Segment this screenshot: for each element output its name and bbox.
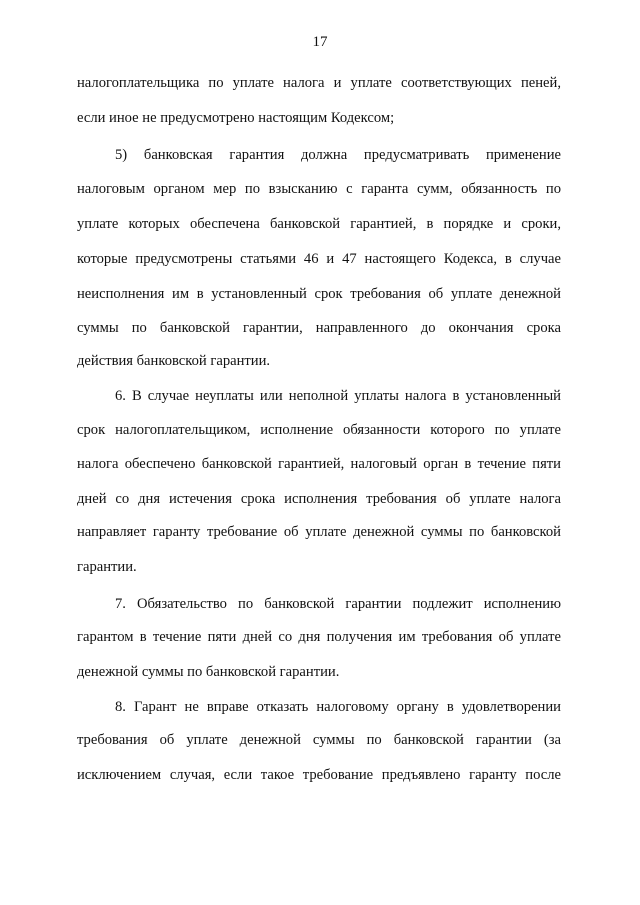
paragraph-line: уплате которых обеспечена банковской гарантией, в порядке и сроки, xyxy=(77,216,561,232)
paragraph-line: требования об уплате денежной суммы по банковской гарантии (за xyxy=(77,732,561,748)
paragraph-line: направляет гаранту требование об уплате денежной суммы по банковской xyxy=(77,524,561,540)
paragraph-line: денежной суммы по банковской гарантии. xyxy=(77,664,340,680)
paragraph-line: дней со дня истечения срока исполнения требования об уплате налога xyxy=(77,491,561,507)
paragraph-line: 7. Обязательство по банковской гарантии подлежит исполнению xyxy=(115,596,561,612)
paragraph-line: действия банковской гарантии. xyxy=(77,353,271,369)
paragraph-line: гарантии. xyxy=(77,559,137,575)
paragraph-line: налоговым органом мер по взысканию с гаранта сумм, обязанность по xyxy=(77,181,561,197)
paragraph-line: налога обеспечено банковской гарантией, налоговый орган в течение пяти xyxy=(77,456,561,472)
paragraph-line: срок налогоплательщиком, исполнение обязанности которого по уплате xyxy=(77,422,561,438)
page-number: 17 xyxy=(312,34,328,50)
paragraph-line: которые предусмотрены статьями 46 и 47 настоящего Кодекса, в случае xyxy=(77,251,561,267)
paragraph-line: налогоплательщика по уплате налога и уплате соответствующих пеней, xyxy=(77,75,561,91)
paragraph-line: 5) банковская гарантия должна предусматривать применение xyxy=(115,147,561,163)
paragraph-line: исключением случая, если такое требование предъявлено гаранту после xyxy=(77,767,561,783)
paragraph-line: если иное не предусмотрено настоящим Кодексом; xyxy=(77,110,395,126)
paragraph-line: 6. В случае неуплаты или неполной уплаты налога в установленный xyxy=(115,388,561,404)
paragraph-line: суммы по банковской гарантии, направленного до окончания срока xyxy=(77,320,561,336)
paragraph-line: 8. Гарант не вправе отказать налоговому органу в удовлетворении xyxy=(115,699,561,715)
paragraph-line: гарантом в течение пяти дней со дня получения им требования об уплате xyxy=(77,629,561,645)
paragraph-line: неисполнения им в установленный срок требования об уплате денежной xyxy=(77,286,561,302)
